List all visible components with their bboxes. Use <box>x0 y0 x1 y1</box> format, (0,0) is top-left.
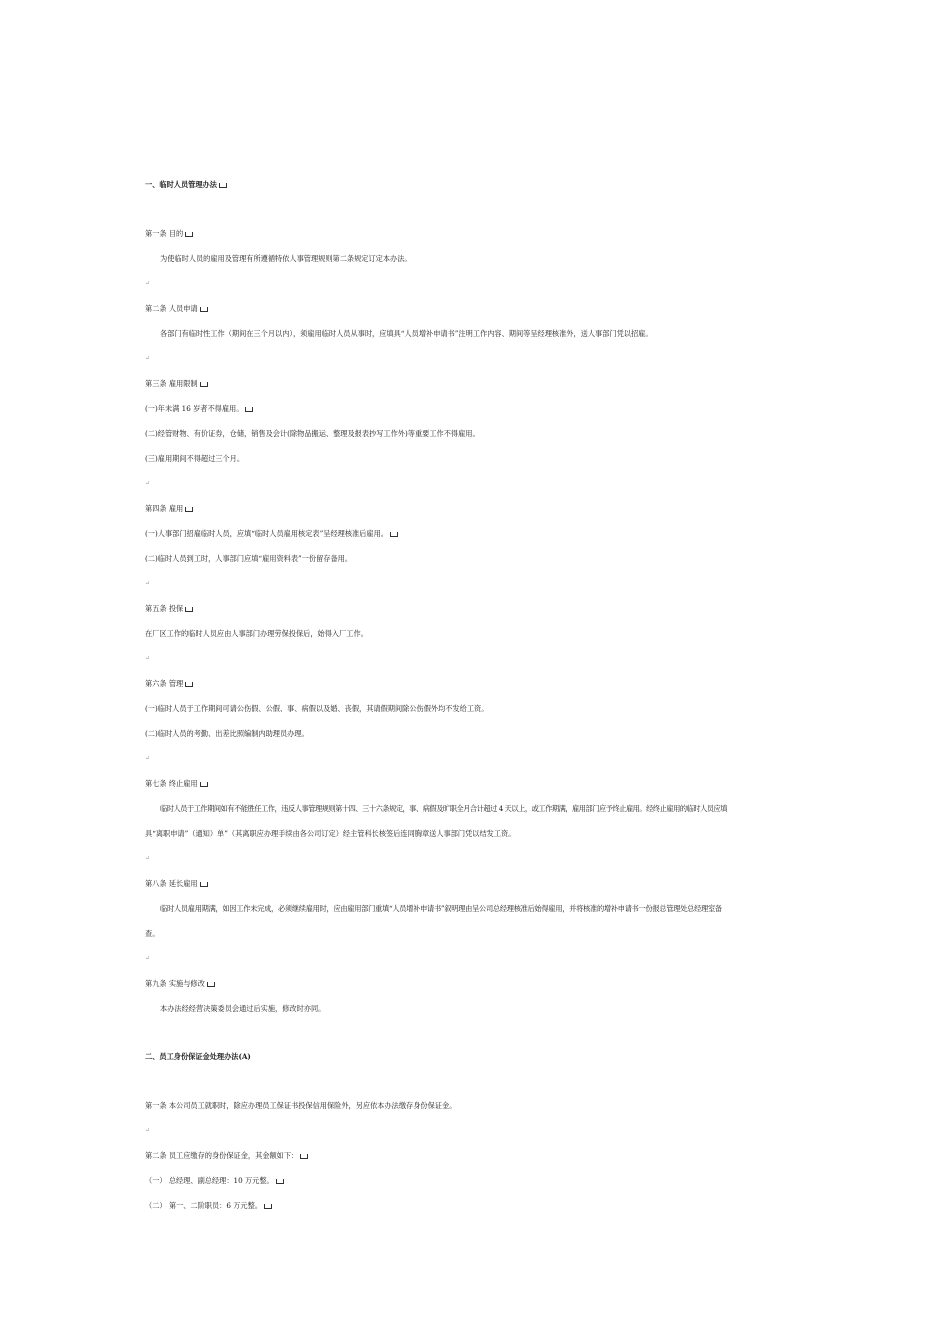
article-1-heading: 第一条 目的 <box>145 229 193 239</box>
line-break-icon: ↵ <box>145 655 151 662</box>
article-5-text: 在厂区工作的临时人员应由人事部门办理劳保投保后，始得入厂工作。 <box>145 629 368 638</box>
article-6-item-1: (一)临时人员于工作期间可请公伤假、公假、事、病假以及婚、丧假，其请假期间除公伤假外均不发给工资。 <box>145 704 489 713</box>
paragraph-mark-icon <box>200 782 208 787</box>
article-5-heading: 第五条 投保 <box>145 604 193 614</box>
article-8-text-line-2: 查。 <box>145 929 160 938</box>
paragraph-mark-icon <box>276 1179 284 1184</box>
article-8-heading: 第八条 延长雇用 <box>145 879 208 889</box>
line-break-icon: ↵ <box>145 580 151 587</box>
article-1-text: 为使临时人员的雇用及管理有所遵循特依人事管理规则第二条规定订定本办法。 <box>160 254 412 263</box>
paragraph-mark-icon <box>207 982 215 987</box>
section-2-article-2-item-1: （一） 总经理、副总经理：10 万元整。 <box>145 1176 284 1186</box>
section-2-article-1: 第一条 本公司员工就职时，除应办理员工保证书投保信用保险外，另应依本办法缴存身份保证金。 <box>145 1101 457 1110</box>
line-break-icon: ↵ <box>145 855 151 862</box>
article-7-text-line-1: 临时人员于工作期间如有不能胜任工作，违反人事管理规则第十四、三十六条规定，事、病假及旷职全月合计超过 4 天以上，或工作期满，雇用部门应予终止雇用。经终止雇用的临时人员应填 <box>160 804 728 813</box>
section-2-article-2-item-2: （二） 第一、二阶职员：6 万元整。 <box>145 1201 272 1211</box>
paragraph-mark-icon <box>200 882 208 887</box>
line-break-icon: ↵ <box>145 480 151 487</box>
paragraph-mark-icon <box>185 507 193 512</box>
article-3-item-2: (二)经管财物、有价证券，仓储，销售及会计(除物品搬运、整理及报表抄写工作外)等重要工作不得雇用。 <box>145 429 480 438</box>
paragraph-mark-icon <box>185 682 193 687</box>
paragraph-mark-icon <box>219 183 227 188</box>
article-4-item-2: (二)临时人员到工时，人事部门应填“雇用资料表”一份留存备用。 <box>145 554 353 563</box>
article-9-text: 本办法经经营决策委员会通过后实施，修改时亦同。 <box>160 1004 326 1013</box>
paragraph-mark-icon <box>185 232 193 237</box>
paragraph-mark-icon <box>200 307 208 312</box>
line-break-icon: ↵ <box>145 955 151 962</box>
article-4-item-1: (一)人事部门招雇临时人员，应填“临时人员雇用核定表”呈经理核准后雇用。 <box>145 529 398 539</box>
section-2-article-2-heading: 第二条 员工应缴存的身份保证金，其金额如下： <box>145 1151 308 1161</box>
article-8-text-line-1: 临时人员雇用期满，如因工作未完成，必须继续雇用时，应由雇用部门重填“人员增补申请书”叙明理由呈公司总经理核准后始得雇用，并将核准的增补申请书一份报总管理处总经理室备 <box>160 904 722 913</box>
article-3-item-3: (三)雇用期间不得超过三个月。 <box>145 454 245 463</box>
paragraph-mark-icon <box>200 382 208 387</box>
paragraph-mark-icon <box>300 1154 308 1159</box>
paragraph-mark-icon <box>185 607 193 612</box>
article-2-text: 各部门有临时性工作（期间在三个月以内），须雇用临时人员从事时，应填具“人员增补申请书”注明工作内容、期间等呈经理核准外，送人事部门凭以招雇。 <box>160 329 653 338</box>
article-9-heading: 第九条 实施与修改 <box>145 979 215 989</box>
article-7-heading: 第七条 终止雇用 <box>145 779 208 789</box>
paragraph-mark-icon <box>245 407 253 412</box>
line-break-icon: ↵ <box>145 280 151 287</box>
article-4-heading: 第四条 雇用 <box>145 504 193 514</box>
section-2-title: 二、员工身份保证金处理办法(A) <box>145 1052 251 1061</box>
article-3-heading: 第三条 雇用限制 <box>145 379 208 389</box>
article-6-heading: 第六条 管理 <box>145 679 193 689</box>
article-7-text-line-2: 具“离职申请”（通知）单”（其离职应办理手续由各公司订定）经主管科长核签后连同胸章送人事部门凭以结发工资。 <box>145 829 516 838</box>
paragraph-mark-icon <box>390 532 398 537</box>
paragraph-mark-icon <box>264 1204 272 1209</box>
section-1-title: 一、临时人员管理办法 <box>145 180 227 190</box>
line-break-icon: ↵ <box>145 1127 151 1134</box>
article-2-heading: 第二条 人员申请 <box>145 304 208 314</box>
article-3-item-1: (一)年未满 16 岁者不得雇用。 <box>145 404 253 414</box>
line-break-icon: ↵ <box>145 355 151 362</box>
article-6-item-2: (二)临时人员的考勤、出差比照编制内助理员办理。 <box>145 729 309 738</box>
line-break-icon: ↵ <box>145 755 151 762</box>
